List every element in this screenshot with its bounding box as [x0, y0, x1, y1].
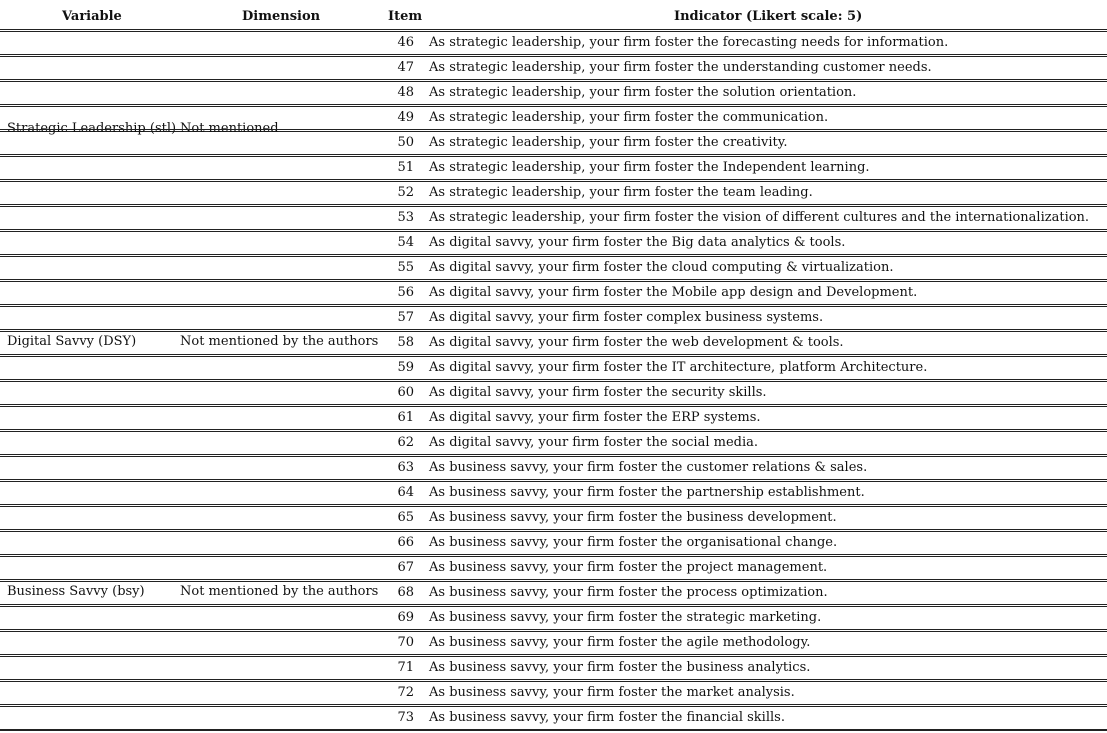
indicator-text: As digital savvy, your firm foster the IT architecture, platform Architecture.	[429, 360, 928, 375]
table-row	[0, 279, 1107, 304]
indicator-text: As business savvy, your firm foster the strategic marketing.	[429, 610, 822, 625]
indicator-text: As business savvy, your firm foster the financial skills.	[429, 710, 785, 725]
indicator-text: As business savvy, your firm foster the partnership establishment.	[429, 485, 865, 500]
group-variable-label: Strategic Leadership (stl)	[7, 121, 177, 136]
indicator-text: As strategic leadership, your firm foster the Independent learning.	[429, 160, 870, 175]
item-number: 67	[397, 560, 414, 575]
indicator-text: As strategic leadership, your firm foster the team leading.	[429, 185, 813, 200]
indicator-text: As business savvy, your firm foster the process optimization.	[429, 585, 828, 600]
item-number: 68	[397, 585, 414, 600]
table-header	[0, 7, 1107, 27]
table-row	[0, 479, 1107, 504]
group-dimension-label: Not mentioned by the authors	[180, 333, 379, 349]
indicator-text: As business savvy, your firm foster the project management.	[429, 560, 828, 575]
item-number: 66	[397, 535, 414, 550]
item-number: 71	[397, 660, 414, 675]
table-row	[0, 329, 1107, 354]
table-row	[0, 179, 1107, 204]
item-number: 59	[397, 360, 414, 375]
indicator-text: As digital savvy, your firm foster the ERP systems.	[429, 410, 761, 425]
indicator-text: As strategic leadership, your firm foster the forecasting needs for information.	[429, 35, 949, 50]
indicator-text: As digital savvy, your firm foster the cloud computing & virtualization.	[429, 260, 894, 275]
header-indicator: Indicator (Likert scale: 5)	[674, 9, 863, 24]
group-variable-label: Business Savvy (bsy)	[7, 583, 145, 599]
item-number: 50	[397, 135, 414, 150]
table-row	[0, 354, 1107, 379]
item-number: 73	[397, 710, 414, 725]
table-row	[0, 154, 1107, 179]
item-number: 48	[397, 85, 414, 100]
table-row	[0, 654, 1107, 679]
table-row	[0, 204, 1107, 229]
indicator-text: As digital savvy, your firm foster complex business systems.	[429, 310, 824, 325]
table-row	[0, 504, 1107, 529]
indicator-text: As strategic leadership, your firm foster the vision of different cultures and the internationalization.	[429, 210, 1090, 225]
indicator-text: As digital savvy, your firm foster the Big data analytics & tools.	[429, 235, 846, 250]
indicator-text: As business savvy, your firm foster the market analysis.	[429, 685, 795, 700]
header-item: Item	[388, 9, 423, 24]
indicator-text: As business savvy, your firm foster the business analytics.	[429, 660, 811, 675]
table-row	[0, 79, 1107, 104]
header-variable: Variable	[62, 9, 122, 24]
item-number: 46	[397, 35, 414, 50]
item-number: 54	[397, 235, 414, 250]
table-bottom-rule	[0, 729, 1107, 731]
indicator-text: As business savvy, your firm foster the business development.	[429, 510, 837, 525]
table-row	[0, 579, 1107, 604]
item-number: 56	[397, 285, 414, 300]
item-number: 55	[397, 260, 414, 275]
table-row	[0, 554, 1107, 579]
table-row	[0, 404, 1107, 429]
table-row	[0, 629, 1107, 654]
indicator-text: As digital savvy, your firm foster the social media.	[429, 435, 758, 450]
item-number: 57	[397, 310, 414, 325]
indicator-text: As strategic leadership, your firm foster the communication.	[429, 110, 829, 125]
table-row	[0, 704, 1107, 729]
item-number: 53	[397, 210, 414, 225]
item-number: 70	[397, 635, 414, 650]
table-row	[0, 454, 1107, 479]
item-number: 49	[397, 110, 414, 125]
indicator-text: As digital savvy, your firm foster the Mobile app design and Development.	[429, 285, 918, 300]
table-row	[0, 679, 1107, 704]
item-number: 61	[397, 410, 414, 425]
item-number: 64	[397, 485, 414, 500]
table-row	[0, 379, 1107, 404]
item-number: 58	[397, 335, 414, 350]
item-number: 52	[397, 185, 414, 200]
indicator-text: As business savvy, your firm foster the agile methodology.	[429, 635, 811, 650]
table-row	[0, 54, 1107, 79]
item-number: 63	[397, 460, 414, 475]
item-number: 62	[397, 435, 414, 450]
item-number: 72	[397, 685, 414, 700]
indicator-text: As digital savvy, your firm foster the web development & tools.	[429, 335, 844, 350]
indicator-text: As strategic leadership, your firm foster the solution orientation.	[429, 85, 857, 100]
table-row	[0, 229, 1107, 254]
table-row	[0, 529, 1107, 554]
indicator-text: As business savvy, your firm foster the customer relations & sales.	[429, 460, 868, 475]
item-number: 60	[397, 385, 414, 400]
group-dimension-label: Not mentioned by the authors	[180, 583, 379, 599]
indicator-text: As digital savvy, your firm foster the security skills.	[429, 385, 767, 400]
header-dimension: Dimension	[242, 9, 321, 24]
group-variable-label: Digital Savvy (DSY)	[7, 333, 137, 349]
indicator-text: As business savvy, your firm foster the organisational change.	[429, 535, 838, 550]
item-number: 51	[397, 160, 414, 175]
table-row	[0, 29, 1107, 54]
table-row	[0, 304, 1107, 329]
indicator-text: As strategic leadership, your firm foster the creativity.	[429, 135, 788, 150]
row-rule-through-label	[0, 129, 388, 130]
table-row	[0, 429, 1107, 454]
item-number: 65	[397, 510, 414, 525]
indicator-text: As strategic leadership, your firm foster the understanding customer needs.	[429, 60, 932, 75]
table-row	[0, 604, 1107, 629]
table-row	[0, 254, 1107, 279]
group-dimension-label: Not mentioned	[180, 121, 279, 136]
item-number: 69	[397, 610, 414, 625]
item-number: 47	[397, 60, 414, 75]
